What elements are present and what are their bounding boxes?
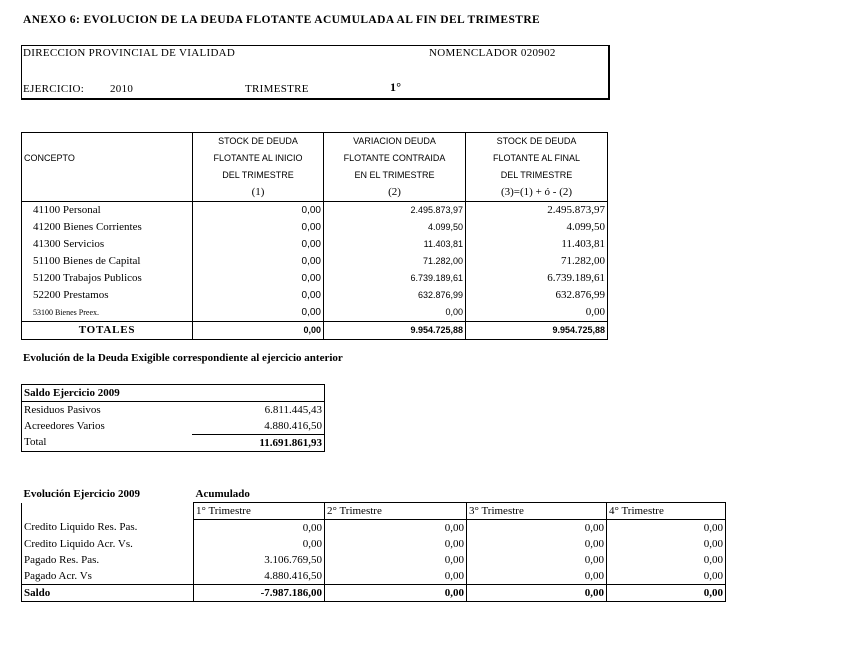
evol-saldo-value: 0,00	[325, 585, 467, 602]
concept-row	[22, 304, 608, 322]
concept-label: 41200 Bienes Corrientes	[22, 219, 193, 236]
col3-number: (3)=(1) + ó - (2)	[466, 184, 608, 202]
evol-saldo-value: 0,00	[607, 585, 726, 602]
concept-row	[22, 236, 608, 253]
col3-header: STOCK DE DEUDA	[466, 133, 608, 151]
concept-header-spacer	[22, 167, 193, 184]
col1-number: (1)	[193, 184, 324, 202]
concept-header-spacer	[22, 133, 193, 151]
stock-final-value: 71.282,00	[466, 253, 608, 270]
saldo-table	[21, 384, 325, 452]
concept-label: 51100 Bienes de Capital	[22, 253, 193, 270]
col2-header: VARIACION DEUDA	[324, 133, 466, 151]
concept-label: 41300 Servicios	[22, 236, 193, 253]
stock-final-value: 0,00	[466, 304, 608, 322]
col2-number: (2)	[324, 184, 466, 202]
stock-final-value: 6.739.189,61	[466, 270, 608, 287]
stock-inicio-value: 0,00	[193, 219, 324, 236]
evol-row-value: 0,00	[467, 568, 607, 585]
stock-inicio-value: 0,00	[193, 270, 324, 287]
concept-header-spacer	[22, 184, 193, 202]
evol-row-value: 0,00	[467, 536, 607, 552]
quarter-header: 3° Trimestre	[467, 503, 607, 520]
variacion-value: 2.495.873,97	[324, 202, 466, 220]
evol-row-value: 0,00	[325, 568, 467, 585]
evol-row-value: 0,00	[325, 520, 467, 537]
concept-row	[22, 287, 608, 304]
evol-row-value: 0,00	[607, 552, 726, 568]
evolucion-table	[21, 486, 726, 602]
evol-row-value: 4.880.416,50	[194, 568, 325, 585]
concept-row	[22, 253, 608, 270]
section-subtitle: Evolución de la Deuda Exigible correspondiente al ejercicio anterior	[23, 352, 343, 364]
col1-header: DEL TRIMESTRE	[193, 167, 324, 184]
page-title: ANEXO 6: EVOLUCION DE LA DEUDA FLOTANTE ACUMULADA AL FIN DEL TRIMESTRE	[23, 14, 541, 26]
stock-final-value: 632.876,99	[466, 287, 608, 304]
saldo-row-label: Residuos Pasivos	[22, 402, 192, 419]
ejercicio-label: EJERCICIO:	[23, 83, 85, 95]
deuda-flotante-table	[21, 132, 608, 340]
concept-row	[22, 219, 608, 236]
evol-row-value: 0,00	[194, 520, 325, 537]
concept-row	[22, 202, 608, 220]
evol-row-value: 0,00	[467, 552, 607, 568]
concept-header: CONCEPTO	[22, 150, 193, 167]
quarter-header: 1° Trimestre	[194, 503, 325, 520]
evol-row	[22, 552, 726, 568]
quarter-header: 4° Trimestre	[607, 503, 726, 520]
concept-row	[22, 270, 608, 287]
stock-inicio-value: 0,00	[193, 236, 324, 253]
evol-acumulado: Acumulado	[195, 487, 250, 500]
saldo-row-value: 6.811.445,43	[192, 402, 325, 419]
col3-header: DEL TRIMESTRE	[466, 167, 608, 184]
variacion-value: 11.403,81	[324, 236, 466, 253]
evol-header-spacer	[22, 503, 194, 520]
header-box	[21, 45, 610, 100]
variacion-value: 6.739.189,61	[324, 270, 466, 287]
stock-inicio-value: 0,00	[193, 304, 324, 322]
evol-row-value: 0,00	[607, 520, 726, 537]
variacion-value: 632.876,99	[324, 287, 466, 304]
totals-c2: 9.954.725,88	[324, 322, 466, 340]
saldo-total-label: Total	[22, 435, 192, 452]
concept-label: 53100 Bienes Preex.	[22, 304, 193, 322]
ejercicio-value: 2010	[110, 83, 134, 95]
concept-label: 41100 Personal	[22, 202, 193, 220]
saldo-row-value: 4.880.416,50	[192, 418, 325, 435]
evol-row-value: 0,00	[467, 520, 607, 537]
evol-row-label: Credito Liquido Acr. Vs.	[22, 536, 194, 552]
evol-title: Evolución Ejercicio 2009	[23, 487, 141, 500]
saldo-header: Saldo Ejercicio 2009	[22, 385, 325, 402]
totals-c1: 0,00	[193, 322, 324, 340]
variacion-value: 71.282,00	[324, 253, 466, 270]
variacion-value: 4.099,50	[324, 219, 466, 236]
totals-c3: 9.954.725,88	[466, 322, 608, 340]
evol-row-value: 0,00	[194, 536, 325, 552]
concept-label: 52200 Prestamos	[22, 287, 193, 304]
evol-row-label: Pagado Res. Pas.	[22, 552, 194, 568]
evol-row-value: 0,00	[325, 552, 467, 568]
saldo-total-value: 11.691.861,93	[192, 435, 325, 452]
stock-final-value: 11.403,81	[466, 236, 608, 253]
evol-row	[22, 536, 726, 552]
stock-final-value: 4.099,50	[466, 219, 608, 236]
col1-header: STOCK DE DEUDA	[193, 133, 324, 151]
evol-row-label: Pagado Acr. Vs	[22, 568, 194, 585]
evol-saldo-label: Saldo	[22, 585, 194, 602]
stock-inicio-value: 0,00	[193, 253, 324, 270]
evol-row	[22, 568, 726, 585]
totals-label: TOTALES	[22, 322, 193, 340]
trimestre-label: TRIMESTRE	[245, 83, 309, 95]
organismo-label: DIRECCION PROVINCIAL DE VIALIDAD	[23, 47, 236, 59]
variacion-value: 0,00	[324, 304, 466, 322]
col3-header: FLOTANTE AL FINAL	[466, 150, 608, 167]
col2-header: EN EL TRIMESTRE	[324, 167, 466, 184]
evol-row-value: 3.106.769,50	[194, 552, 325, 568]
trimestre-value: 1°	[390, 80, 402, 94]
saldo-row-label: Acreedores Varios	[22, 418, 192, 435]
nomenclador-label: NOMENCLADOR 020902	[429, 47, 556, 59]
evol-saldo-value: -7.987.186,00	[194, 585, 325, 602]
quarter-header: 2° Trimestre	[325, 503, 467, 520]
col1-header: FLOTANTE AL INICIO	[193, 150, 324, 167]
evol-saldo-value: 0,00	[467, 585, 607, 602]
evol-row-value: 0,00	[607, 568, 726, 585]
stock-final-value: 2.495.873,97	[466, 202, 608, 220]
evol-row-value: 0,00	[607, 536, 726, 552]
concept-label: 51200 Trabajos Publicos	[22, 270, 193, 287]
stock-inicio-value: 0,00	[193, 287, 324, 304]
evol-row-value: 0,00	[325, 536, 467, 552]
evol-row	[22, 520, 726, 537]
col2-header: FLOTANTE CONTRAIDA	[324, 150, 466, 167]
stock-inicio-value: 0,00	[193, 202, 324, 220]
evol-row-label: Credito Liquido Res. Pas.	[22, 520, 194, 537]
